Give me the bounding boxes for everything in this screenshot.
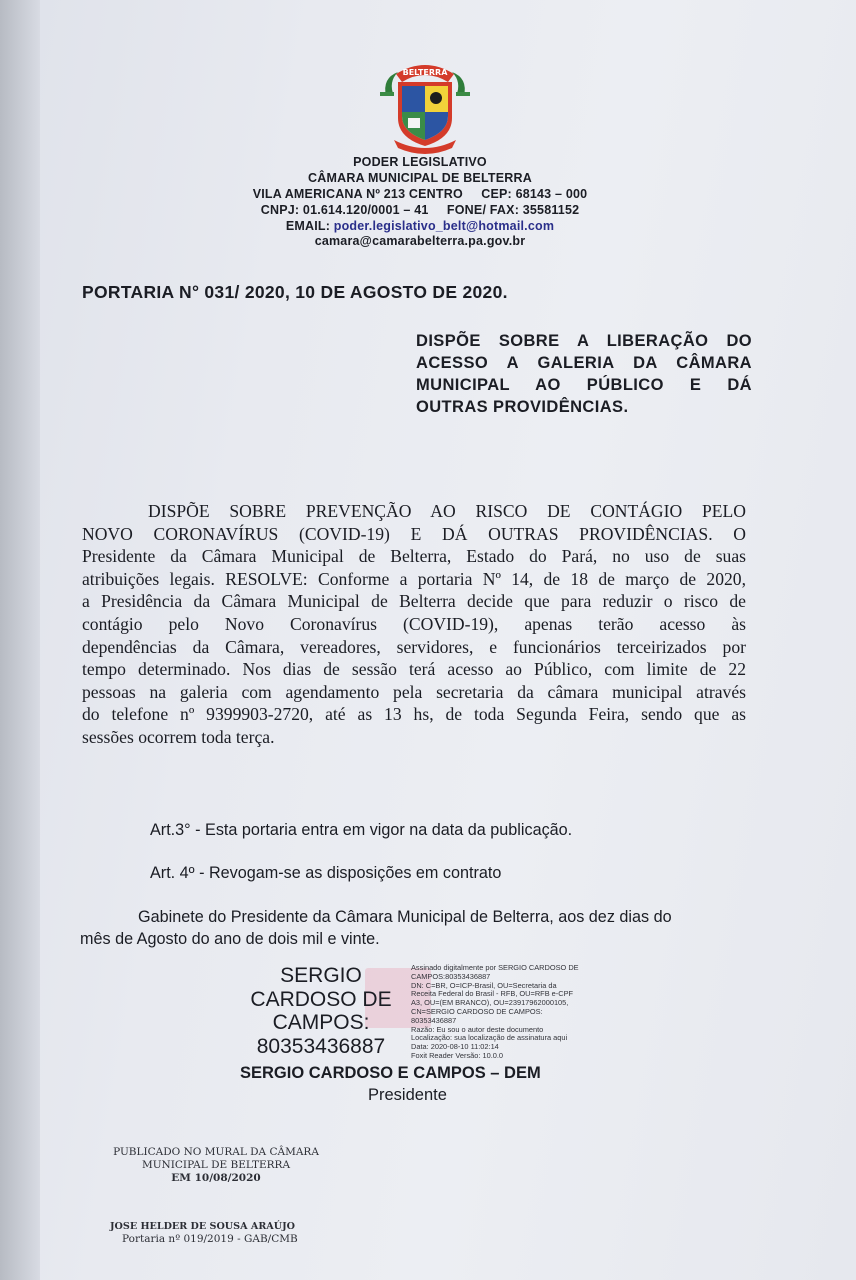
article-4: Art. 4º - Revogam-se as disposições em contrato bbox=[150, 864, 502, 882]
ementa-line: ACESSO A GALERIA DA CÂMARA bbox=[416, 354, 752, 372]
ementa-line: DISPÕE SOBRE A LIBERAÇÃO DO bbox=[416, 332, 752, 350]
body-line: contágio pelo Novo Coronavírus (COVID-19), apenas terão acesso às bbox=[82, 613, 746, 634]
clerk-name: JOSE HELDER DE SOUSA ARAÚJO bbox=[110, 1221, 296, 1232]
signature-detail-line: Data: 2020-08-10 11:02:14 bbox=[411, 1042, 499, 1052]
closing-line-2: mês de Agosto do ano de dois mil e vinte. bbox=[80, 930, 380, 948]
belterra-crest-logo bbox=[378, 52, 472, 154]
ementa-line: MUNICIPAL AO PÚBLICO E DÁ bbox=[416, 376, 752, 394]
closing-line-1: Gabinete do Presidente da Câmara Municipal de Belterra, aos dez dias do bbox=[138, 908, 672, 926]
signature-detail-line: Razão: Eu sou o autor deste documento bbox=[411, 1024, 544, 1034]
signature-detail-line: Assinado digitalmente por SERGIO CARDOSO DE bbox=[411, 963, 579, 972]
header-org-line2: CÂMARA MUNICIPAL DE BELTERRA bbox=[308, 171, 532, 185]
svg-text:BELTERRA: BELTERRA bbox=[402, 68, 448, 77]
publication-stamp bbox=[104, 1146, 328, 1185]
ementa-block bbox=[416, 330, 752, 418]
signature-detail-line: A3, OU=(EM BRANCO), OU=23917962000105, bbox=[411, 998, 569, 1008]
signatory-role: Presidente bbox=[368, 1086, 447, 1104]
signature-name-line: CARDOSO DE bbox=[250, 987, 392, 1011]
signature-detail-line: CAMPOS:80353436887 bbox=[411, 971, 491, 981]
ementa-line: OUTRAS PROVIDÊNCIAS. bbox=[416, 398, 629, 416]
stamp-line: PUBLICADO NO MURAL DA CÂMARA bbox=[113, 1146, 319, 1158]
signature-detail-line: CN=SERGIO CARDOSO DE CAMPOS: bbox=[411, 1006, 543, 1016]
header-email-line bbox=[250, 218, 590, 234]
header-cnpj-phone: CNPJ: 01.614.120/0001 – 41 FONE/ FAX: 35581152 bbox=[260, 203, 580, 217]
body-paragraph bbox=[82, 500, 746, 749]
email-label: EMAIL: bbox=[285, 219, 334, 233]
signature-name-line: 80353436887 bbox=[256, 1034, 386, 1058]
signature-detail-line: DN: C=BR, O=ICP-Brasil, OU=Secretaria da bbox=[411, 980, 557, 990]
body-line: pessoas na galeria com agendamento pela secretaria da câmara municipal através bbox=[82, 681, 746, 702]
body-line: atribuições legais. RESOLVE: Conforme a portaria Nº 14, de 18 de março de 2020, bbox=[82, 568, 746, 589]
body-line: a Presidência da Câmara Municipal de Belterra decide que para reduzir o risco de bbox=[82, 591, 746, 612]
signature-name-line: SERGIO bbox=[280, 964, 362, 987]
body-line: do telefone nº 9399903-2720, até as 13 hs, de toda Segunda Feira, sendo que as bbox=[82, 704, 746, 725]
signature-detail-line: 80353436887 bbox=[411, 1015, 457, 1025]
stamp-date: EM 10/08/2020 bbox=[171, 1172, 261, 1184]
signature-detail-line: Foxit Reader Versão: 10.0.0 bbox=[411, 1050, 504, 1060]
body-line: NOVO CORONAVÍRUS (COVID-19) E DÁ OUTRAS PROVIDÊNCIAS. O bbox=[82, 523, 746, 544]
header-address: VILA AMERICANA Nº 213 CENTRO CEP: 68143 – 000 bbox=[252, 187, 588, 201]
document-title: PORTARIA N° 031/ 2020, 10 DE AGOSTO DE 2020. bbox=[82, 282, 508, 302]
body-line: dependências da Câmara, vereadores, servidores, e funcionários terceirizados por bbox=[82, 636, 746, 657]
signature-detail-line: Receita Federal do Brasil - RFB, OU=RFB e-CPF bbox=[411, 989, 574, 999]
header-org-line1: PODER LEGISLATIVO bbox=[353, 155, 487, 169]
signatory-name: SERGIO CARDOSO E CAMPOS – DEM bbox=[240, 1064, 541, 1082]
clerk-stamp bbox=[110, 1220, 336, 1246]
signature-name-line: CAMPOS: bbox=[272, 1011, 370, 1034]
body-line: tempo determinado. Nos dias de sessão terá acesso ao Público, com limite de 22 bbox=[82, 659, 746, 680]
digital-signature-name bbox=[238, 964, 404, 1058]
body-line: DISPÕE SOBRE PREVENÇÃO AO RISCO DE CONTÁGIO PELO bbox=[148, 501, 746, 521]
article-3: Art.3° - Esta portaria entra em vigor na data da publicação. bbox=[150, 821, 573, 839]
email-link-2[interactable]: camara@camarabelterra.pa.gov.br bbox=[314, 234, 526, 248]
clerk-portaria: Portaria nº 019/2019 - GAB/CMB bbox=[122, 1233, 298, 1245]
body-line: sessões ocorrem toda terça. bbox=[82, 726, 275, 747]
signature-detail-line: Localização: sua localização de assinatura aqui bbox=[411, 1033, 568, 1043]
stamp-line: MUNICIPAL DE BELTERRA bbox=[141, 1159, 291, 1171]
digital-signature-details bbox=[411, 964, 601, 1061]
page-shadow-edge bbox=[0, 0, 40, 1280]
email-link-1[interactable]: poder.legislativo_belt@hotmail.com bbox=[333, 219, 555, 233]
body-line: Presidente da Câmara Municipal de Belterra, Estado do Pará, no uso de suas bbox=[82, 546, 746, 567]
